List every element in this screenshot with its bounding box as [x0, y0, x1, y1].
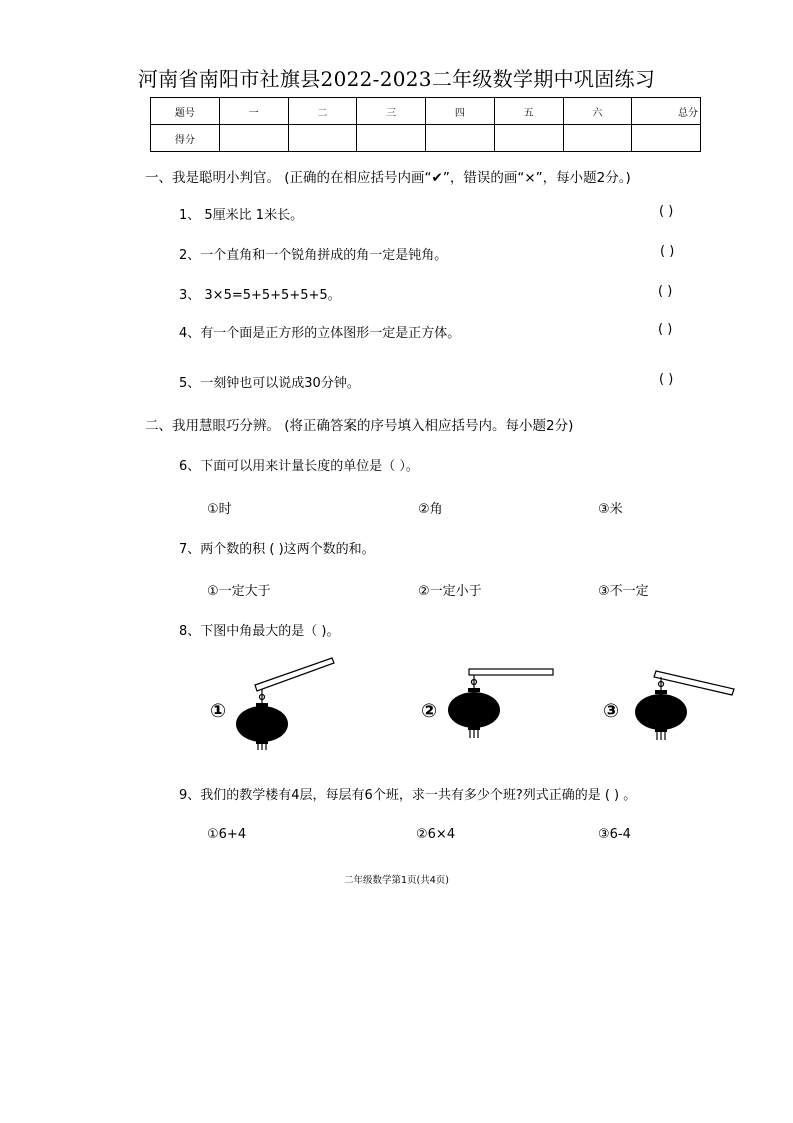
- score-header-cell: 四: [426, 98, 495, 125]
- question-6: 6、下面可以用来计量长度的单位是（ ）。: [179, 459, 419, 474]
- score-cell[interactable]: [288, 125, 357, 152]
- lantern-figure-3: [626, 665, 741, 750]
- score-cell[interactable]: [563, 125, 632, 152]
- question-9: 9、我们的教学楼有4层，每层有6个班，求一共有多少个班?列式正确的是 ( ) 。: [179, 788, 637, 803]
- question-8: 8、下图中角最大的是（ )。: [179, 624, 340, 639]
- lantern-figure-2: [443, 660, 558, 750]
- question-7: 7、两个数的积 ( )这两个数的和。: [179, 542, 375, 557]
- question-3: 3、 3×5=5+5+5+5+5。: [179, 288, 341, 303]
- score-header-cell: 六: [563, 98, 632, 125]
- score-cell[interactable]: [494, 125, 563, 152]
- score-header-cell: 题号: [151, 98, 220, 125]
- q9-option-3: ③6-4: [598, 827, 631, 842]
- section2-heading: 二、我用慧眼巧分辨。 (将正确答案的序号填入相应括号内。每小题2分): [145, 418, 574, 434]
- score-table-score-row: [151, 125, 701, 152]
- q7-option-3: ③不一定: [598, 584, 649, 599]
- q6-option-3: ③米: [598, 502, 623, 517]
- question-5: 5、一刻钟也可以说成30分钟。: [179, 376, 360, 391]
- section1-heading: 一、我是聪明小判官。 (正确的在相应括号内画“✔”，错误的画“×”，每小题2分。): [145, 170, 631, 186]
- score-cell[interactable]: [426, 125, 495, 152]
- q6-option-2: ②角: [418, 502, 443, 517]
- page-footer: 二年级数学第1页(共4页): [343, 875, 449, 886]
- page-title: 河南省南阳市社旗县2022-2023二年级数学期中巩固练习: [137, 67, 656, 91]
- score-cell[interactable]: [632, 125, 701, 152]
- score-header-cell: 三: [357, 98, 426, 125]
- answer-paren-4[interactable]: ( ): [658, 322, 673, 337]
- q6-option-1: ①时: [207, 502, 232, 517]
- q9-option-2: ②6×4: [416, 827, 456, 842]
- figure-label-2: ②: [421, 700, 438, 722]
- score-row-label: 得分: [151, 125, 220, 152]
- question-2: 2、一个直角和一个锐角拼成的角一定是钝角。: [179, 248, 448, 263]
- q9-option-1: ①6+4: [207, 827, 247, 842]
- q7-option-1: ①一定大于: [207, 584, 271, 599]
- score-table: [150, 97, 701, 152]
- score-header-cell: 总分: [632, 98, 701, 125]
- q7-option-2: ②一定小于: [418, 584, 482, 599]
- score-header-cell: 一: [219, 98, 288, 125]
- answer-paren-3[interactable]: ( ): [658, 284, 673, 299]
- question-4: 4、有一个面是正方形的立体图形一定是正方体。: [179, 326, 461, 341]
- score-header-cell: 二: [288, 98, 357, 125]
- answer-paren-2[interactable]: ( ): [660, 244, 675, 259]
- score-cell[interactable]: [357, 125, 426, 152]
- figure-label-1: ①: [210, 700, 227, 722]
- answer-paren-1[interactable]: ( ): [659, 204, 674, 219]
- score-table-header-row: [151, 98, 701, 125]
- score-cell[interactable]: [219, 125, 288, 152]
- answer-paren-5[interactable]: ( ): [659, 372, 674, 387]
- score-header-cell: 五: [494, 98, 563, 125]
- question-1: 1、 5厘米比 1米长。: [179, 208, 304, 223]
- lantern-figure-1: [230, 655, 340, 755]
- figure-label-3: ③: [603, 700, 620, 722]
